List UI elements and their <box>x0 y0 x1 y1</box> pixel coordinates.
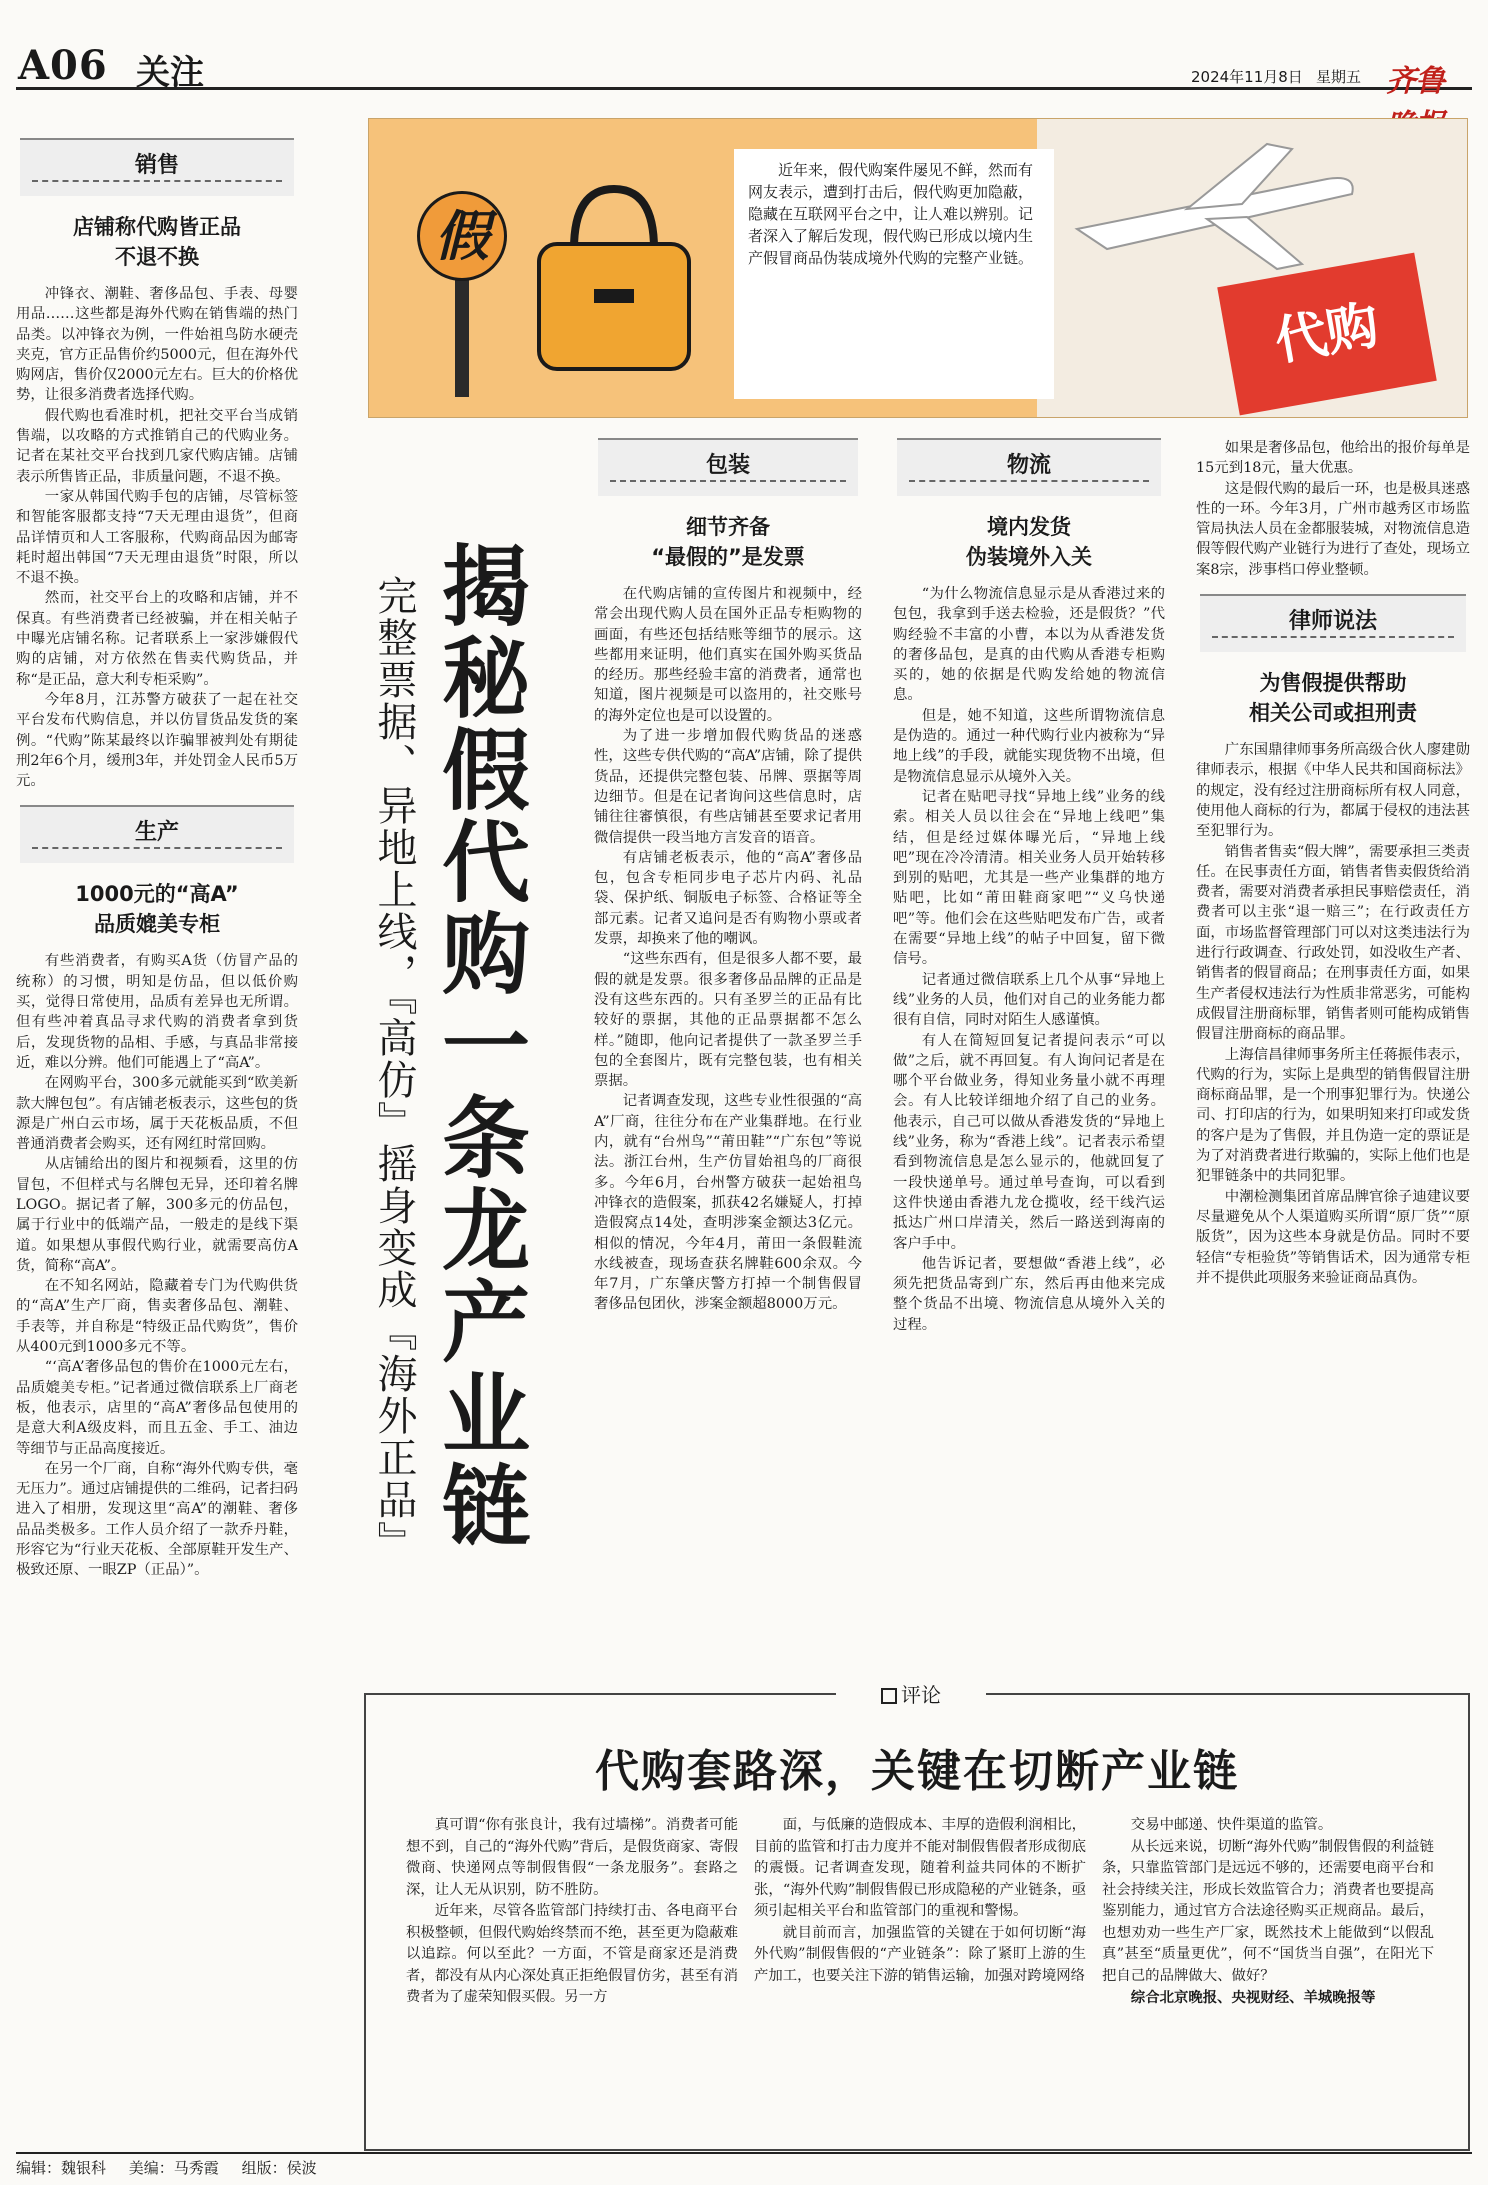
paragraph: 面，与低廉的造假成本、丰厚的造假利润相比，目前的监管和打击力度并不能对制假售假者形成彻底的震慑。记者调查发现，随着利益共同体的不断扩张，“海外代购”制假售假已形成隐秘的产业链条，亟须引起相关平台和监管部门的重视和警惕。 <box>754 1817 1086 1919</box>
paragraph: 从长远来说，切断“海外代购”制假售假的利益链条，只靠监管部门是远远不够的，还需要电商平台和社会持续关注，形成长效监管合力；消费者也要提高鉴别能力，通过官方合法途径购买正规商品。最后，也想劝劝一些生产厂家，既然技术上能做到“以假乱真”甚至“质量更优”，何不“国货当自强”，在阳光下把自己的品牌做大、做好？ <box>1102 1838 1434 1984</box>
sign-stick <box>455 277 469 397</box>
commentary-box <box>364 1683 1470 2151</box>
paragraph: 有人在简短回复记者提问表示“可以做”之后，就不再回复。有人询问记者是在哪个平台做业务，得知业务量小就不再理会。有人比较详细地介绍了自己的业务。他表示，自己可以做从香港发货的“异地上线”业务，称为“香港上线”。记者表示希望看到物流信息是怎么显示的，他就回复了一段快递单号。通过单号查询，可以看到这件快递由香港九龙仓揽收，经干线汽运抵达广州口岸清关，然后一路送到海南的客户手中。 <box>893 1032 1165 1252</box>
section-label: 销售 <box>134 153 179 178</box>
divider <box>610 480 846 482</box>
paragraph: “‘高A’奢侈品包的售价在1000元左右，品质媲美专柜。”记者通过微信联系上厂商老板，他表示，店里的“高A”奢侈品包使用的是意大利A级皮料，而且五金、手工、油边等细节与正品高度接近。 <box>16 1359 298 1457</box>
designer-credit: 美编：马秀霞 <box>128 2159 219 2177</box>
paragraph: 但是，她不知道，这些所谓物流信息是伪造的。通过一种代购行业内被称为“异地上线”的手段，就能实现货物不出境，但是物流信息显示从境外入关。 <box>893 707 1165 785</box>
section-label: 物流 <box>1006 453 1051 478</box>
section-header-production <box>20 805 294 863</box>
paragraph: 广东国鼎律师事务所高级合伙人廖建勋律师表示，根据《中华人民共和国商标法》的规定，没有经过注册商标所有权人同意，使用他人商标的行为，都属于侵权的违法甚至犯罪行为。 <box>1196 742 1470 840</box>
paragraph: 从店铺给出的图片和视频看，这里的仿冒包，不但样式与名牌包无异，还印着名牌LOGO。据记者了解，300多元的仿品包，属于行业中的低端产品，一般走的是线下渠道。如果想从事假代购行业，就需要高仿A货，简称“高A”。 <box>16 1156 298 1274</box>
paragraph: 然而，社交平台上的攻略和店铺，并不保真。有些消费者已经被骗，并在相关帖子中曝光店铺名称。记者联系上一家涉嫌假代购的店铺，对方依然在售卖代购货品，并称“是正品，意大利专柜采购”。 <box>16 590 298 688</box>
paragraph: 假代购也看准时机，把社交平台当成销售端，以攻略的方式推销自己的代购业务。记者在某社交平台找到几家代购店铺。店铺表示所售皆正品，非质量问题，不退不换。 <box>16 407 298 485</box>
paragraph: 有些消费者，有购买A货（仿冒产品的统称）的习惯，明知是仿品，但以低价购买，觉得日常使用，品质有差异也无所谓。但有些冲着真品寻求代购的消费者拿到货后，发现货物的品相、手感，与真品非常接近，难以分辨。他们可能遇上了“高A”。 <box>16 953 298 1071</box>
issue-date: 2024年11月8日 <box>1191 68 1303 86</box>
commentary-tag <box>836 1679 986 1711</box>
divider <box>32 180 282 182</box>
paragraph: 为了进一步增加假代购货品的迷惑性，这些专供代购的“高A”店铺，除了提供货品，还提供完整包装、吊牌、票据等周边细节。但是在记者询问这些信息时，店铺往往審慎很，有些店铺甚至要求记者用微信提供一段当地方言发音的语音。 <box>594 728 862 846</box>
page-code: A06 <box>18 42 108 89</box>
commentary-label: 评论 <box>901 1683 941 1707</box>
paragraph: 有店铺老板表示，他的“高A”奢侈品包，包含专柜同步电子芯片内码、礼品袋、保护纸、铜版电子标签、合格证等全部元素。记者又追问是否有购物小票或者发票，却换来了他的嘲讽。 <box>594 849 862 948</box>
airplane-icon <box>1067 139 1367 279</box>
paragraph: “为什么物流信息显示是从香港过来的包包，我拿到手送去检验，还是假货？”代购经验不丰富的小曹，本以为从香港发货的奢侈品包，是真的由代购从香港专柜购买的，她的依据是代购发给她的物流信息。 <box>893 586 1165 704</box>
headline-line: 不退不换 <box>115 245 199 269</box>
paragraph: 记者通过微信联系上几个从事“异地上线”业务的人员，他们对自己的业务能力都很有自信，同时对陌生人感谨慎。 <box>893 971 1165 1029</box>
sub-headline: 完整票据、异地上线，『高仿』摇身变成『海外正品』 <box>371 575 417 1563</box>
paragraph: 近年来，尽管各监管部门持续打击、各电商平台积极整顿，但假代购始终禁而不绝，甚至更为隐蔽难以追踪。何以至此？一方面，不管是商家还是消费者，都没有从内心深处真正拒绝假冒仿劣，甚至有消费者为了虚荣知假买假。另一方 <box>406 1903 738 2005</box>
paper-logo: 齐鲁 <box>1386 64 1444 99</box>
headline-line: “最假的”是发票 <box>651 545 805 569</box>
headline-line: 店铺称代购皆正品 <box>73 215 241 239</box>
right-column <box>1196 438 1470 1683</box>
section-label: 律师说法 <box>1288 609 1377 635</box>
paragraph: 他告诉记者，要想做“香港上线”，必须先把货品寄到广东，然后再由他来完成整个货品不出境、物流信息从境外入关的过程。 <box>893 1255 1165 1333</box>
article-body-logistics-continued <box>1196 438 1470 580</box>
section-header-logistics <box>897 438 1161 496</box>
paragraph: 今年8月，江苏警方破获了一起在社交平台发布代购信息，并以仿冒货品发货的案例。“代购”陈某最终以诈骗罪被判处有期徒刑2年6个月，缓刑3年，并处罚金人民币5万元。 <box>16 691 298 790</box>
left-column <box>16 138 298 2148</box>
divider <box>909 480 1149 482</box>
paragraph: 交易中邮递、快件渠道的监管。 <box>1130 1817 1333 1833</box>
issue-weekday: 星期五 <box>1316 68 1362 86</box>
headline-line: 品质媲美专柜 <box>94 912 220 937</box>
hero-illustration <box>368 118 1468 418</box>
paragraph: 在不知名网站，隐藏着专门为代购供货的“高A”生产厂商，售卖奢侈品包、潮鞋、手表等，并自称是“特级正品代购货”，售价从400元到1000多元不等。 <box>16 1278 298 1356</box>
paragraph: 中潮检测集团首席品牌官徐子迪建议要尽量避免从个人渠道购买所谓“原厂货”“原版货”，因为这些本身就是仿品。同时不要轻信“专柜验货”等销售话术，因为通常专柜并不提供此项服务来验证商品真伪。 <box>1196 1188 1470 1286</box>
hero-intro <box>734 149 1054 399</box>
commentary-column <box>754 1815 1086 1987</box>
paragraph: 销售者售卖“假大牌”，需要承担三类责任。在民事责任方面，销售者售卖假货给消费者，需要对消费者承担民事赔偿责任，消费者可以主张“退一赔三”；在行政责任方面，市场监督管理部门可以对这类违法行为进行行政调查、行政处罚，如没收生产者、销售者的假冒商品；在刑事责任方面，如果生产者侵权违法行为性质非常恶劣，可能构成假冒注册商标罪，销售者则可能构成销售假冒注册商标的商品罪。 <box>1196 843 1470 1043</box>
paragraph: 如果是奢侈品包，他给出的报价每单是15元到18元，量大优惠。 <box>1196 440 1470 477</box>
section-label: 生产 <box>134 820 179 846</box>
headline-line: 细节齐备 <box>686 515 770 539</box>
article-body-production <box>16 951 298 1580</box>
article-body-sales <box>16 284 298 791</box>
paragraph: 一家从韩国代购手包的店铺，尽管标签和智能客服都支持“7天无理由退货”，但商品详情页和人工客服称，代购商品因为邮寄耗时超出韩国“7天无理由退货”时限，所以不退不换。 <box>16 488 298 587</box>
paragraph: 上海信昌律师事务所主任蒋振伟表示，代购的行为，实际上是典型的销售假冒注册商标商品罪，是一个刑事犯罪行为。快递公司、打印店的行为，如果明知来打印或发货的客户是为了售假，并且伪造一定的票证是为了对消费者进行欺骗的，实际上他们也是犯罪链条中的共同犯罪。 <box>1196 1046 1470 1185</box>
headline-line: 为售假提供帮助 <box>1259 671 1407 696</box>
daigou-tag: 代购 <box>1217 253 1437 416</box>
section-header-sales <box>20 138 294 196</box>
article-body-lawyer <box>1196 740 1470 1288</box>
article-body-packaging <box>594 584 862 1315</box>
main-headline: 揭秘假代购一条龙产业链 <box>428 540 532 1552</box>
commentary-source: 综合北京晚报、央视财经、羊城晚报等 <box>1130 1989 1376 2006</box>
editor-credit: 编辑：魏银科 <box>16 2159 107 2177</box>
headline-line: 相关公司或担刑责 <box>1249 701 1417 726</box>
commentary-title: 代购套路深，关键在切断产业链 <box>595 1746 1239 1797</box>
paragraph: 就目前而言，加强监管的关键在于如何切断“海外代购”制假售假的“产业链条”：除了紧盯上游的生产加工，也要关注下游的销售运输，加强对跨境网络 <box>754 1924 1086 1984</box>
headline-line: 伪装境外入关 <box>966 545 1092 569</box>
section-label: 包装 <box>705 453 750 478</box>
logistics-column <box>893 438 1165 1683</box>
article-headline <box>1196 668 1470 728</box>
article-body-logistics <box>893 584 1165 1335</box>
masthead <box>16 12 1472 99</box>
divider <box>1212 636 1454 638</box>
article-headline <box>16 212 298 272</box>
article-headline <box>16 879 298 939</box>
paragraph: 这是假代购的最后一环，也是极具迷惑性的一环。今年3月，广州市越秀区市场监管局执法人员在金都服装城，对物流信息造假等假代购产业链行为进行了查处，现场立案8宗，涉事档口停业整顿。 <box>1196 480 1470 578</box>
divider <box>32 847 282 849</box>
headline-line: 境内发货 <box>987 515 1071 539</box>
paragraph: “这些东西有，但是很多人都不要，最假的就是发票。很多奢侈品品牌的正品是没有这些东西的。只有圣罗兰的正品有比较好的票据，其他的正品票据都不怎么样。”随即，他向记者提供了一款圣罗兰手包的全套图片，既有完整包装，也有相关票据。 <box>594 951 862 1090</box>
handbag-icon <box>524 179 704 379</box>
paragraph: 真可谓“你有张良计，我有过墙梯”。消费者可能想不到，自己的“海外代购”背后，是假货商家、寄假微商、快递网点等制假售假“一条龙服务”。套路之深，让人无从识别，防不胜防。 <box>406 1817 738 1898</box>
section-name: 关注 <box>136 53 204 93</box>
section-header-lawyer <box>1200 594 1466 652</box>
section-header-packaging <box>598 438 858 496</box>
commentary-column <box>406 1815 738 2009</box>
page-footer <box>16 2152 1472 2182</box>
paragraph: 在网购平台，300多元就能买到“欧美新款大牌包包”。有店铺老板表示，这些包的货源是广州白云市场，属于天花板品质，不但普通消费者会购买，还有网红时常回购。 <box>16 1075 298 1153</box>
commentary-column <box>1102 1815 1434 2009</box>
fake-sign: 假 <box>417 191 507 281</box>
paragraph: 冲锋衣、潮鞋、奢侈品包、手表、母婴用品……这些都是海外代购在销售端的热门品类。以冲锋衣为例，一件始祖鸟防水硬壳夹克，官方正品售价约5000元，但在海外代购网店，售价仅2000元左右。巨大的价格优势，让很多消费者选择代购。 <box>16 286 298 404</box>
paragraph: 记者在贴吧寻找“异地上线”业务的线索。相关人员以往会在“异地上线吧”集结，但是经过媒体曝光后，“异地上线吧”现在冷冷清清。相关业务人员开始转移到别的贴吧，尤其是一些产业集群的地方贴吧，比如“莆田鞋商家吧”“义乌快递吧”等。他们会在这些贴吧发布广告，或者在需要“异地上线”的帖子中回复，留下微信号。 <box>893 788 1165 968</box>
square-icon <box>881 1688 897 1704</box>
intro-text: 近年来，假代购案件屡见不鲜，然而有网友表示，遭到打击后，假代购更加隐蔽，隐藏在互联网平台之中，让人难以辨别。记者深入了解后发现，假代购已形成以境内生产假冒商品伪装成境外代购的完整产业链。 <box>748 161 1034 267</box>
paragraph: 在另一个厂商，自称“海外代购专供，毫无压力”。通过店铺提供的二维码，记者扫码进入了相册，发现这里“高A”的潮鞋、奢侈品品类极多。工作人员介绍了一款乔丹鞋，形容它为“行业天花板、全部原鞋开发生产、极致还原、一眼ZP（正品）”。 <box>16 1460 298 1579</box>
layout-credit: 组版：侯波 <box>241 2159 317 2177</box>
article-headline <box>893 512 1165 572</box>
paragraph: 记者调查发现，这些专业性很强的“高A”厂商，往往分布在产业集群地。在行业内，就有“台州鸟”“莆田鞋”“广东包”等说法。浙江台州，生产仿冒始祖鸟的厂商很多。今年6月，台州警方破获一起始祖鸟冲锋衣的造假案，抓获42名嫌疑人，打掉造假窝点14处，查明涉案金额达3亿元。相似的情况，今年4月，莆田一条假鞋流水线被查，现场查获名牌鞋600余双。今年7月，广东肇庆警方打掉一个制售假冒奢侈品包团伙，涉案金额超8000万元。 <box>594 1093 862 1313</box>
headline-line: 1000元的“高A” <box>75 882 239 907</box>
paragraph: 在代购店铺的宣传图片和视频中，经常会出现代购人员在国外正品专柜购物的画面，有些还包括结账等细节的展示。这些都用来证明，他们真实在国外购买货品的经历。那些经验丰富的消费者，通常也知道，图片视频是可以盗用的，社交账号的海外定位也是可以设置的。 <box>594 586 862 724</box>
article-headline <box>594 512 862 572</box>
packaging-column <box>594 438 862 1683</box>
